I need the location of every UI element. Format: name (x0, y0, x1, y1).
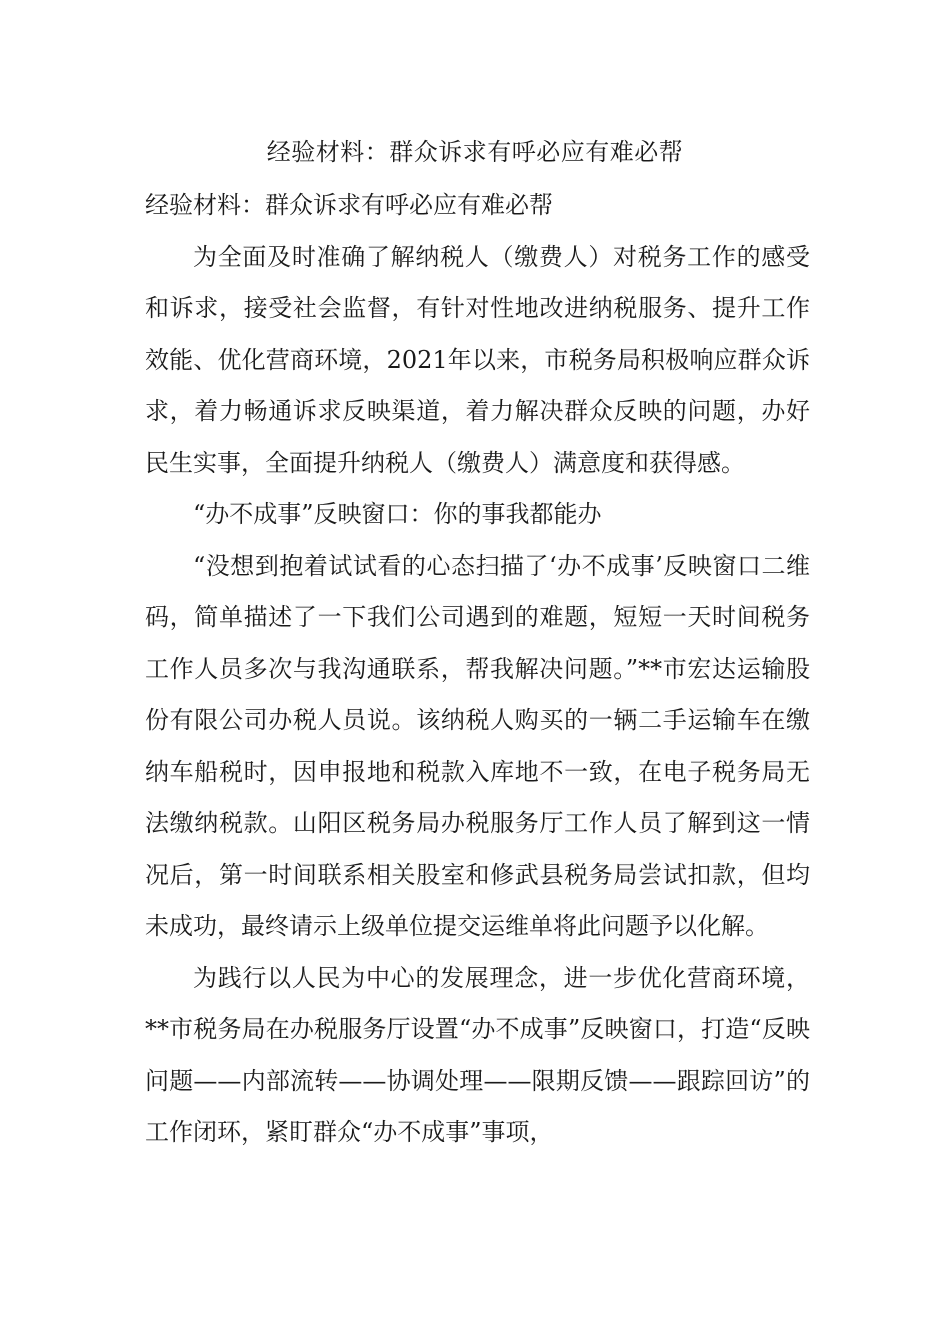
page-title: 经验材料：群众诉求有呼必应有难必帮 (266, 138, 684, 166)
paragraph-intro: 为全面及时准确了解纳税人（缴费人）对税务工作的感受和诉求，接受社会监督，有针对性地改进纳税服务、提升工作效能、优化营商环境，2021年以来，市税务局积极响应群众诉求，着力畅通诉求反映渠道，着力解决群众反映的问题，办好民生实事，全面提升纳税人（缴费人）满意度和获得感。 (145, 242, 810, 477)
paragraph-case: “没想到抱着试试看的心态扫描了‘办不成事’反映窗口二维码，简单描述了一下我们公司遇到的难题，短短一天时间税务工作人员多次与我沟通联系，帮我解决问题。”**市宏达运输股份有限公司办税人员说。该纳税人购买的一辆二手运输车在缴纳车船税时，因申报地和税款入库地不一致，在电子税务局无法缴纳税款。山阳区税务局办税服务厅工作人员了解到这一情况后，第一时间联系相关股室和修武县税务局尝试扣款，但均未成功，最终请示上级单位提交运维单将此问题予以化解。 (145, 551, 810, 940)
paragraph-measures: 为践行以人民为中心的发展理念，进一步优化营商环境，**市税务局在办税服务厅设置“办不成事”反映窗口，打造“反映问题——内部流转——协调处理——限期反馈——跟踪回访”的工作闭环，紧盯群众“办不成事”事项， (145, 963, 810, 1146)
section-heading: “办不成事”反映窗口：你的事我都能办 (193, 500, 602, 528)
subtitle-line: 经验材料：群众诉求有呼必应有难必帮 (145, 191, 553, 219)
document-body (145, 180, 810, 1159)
